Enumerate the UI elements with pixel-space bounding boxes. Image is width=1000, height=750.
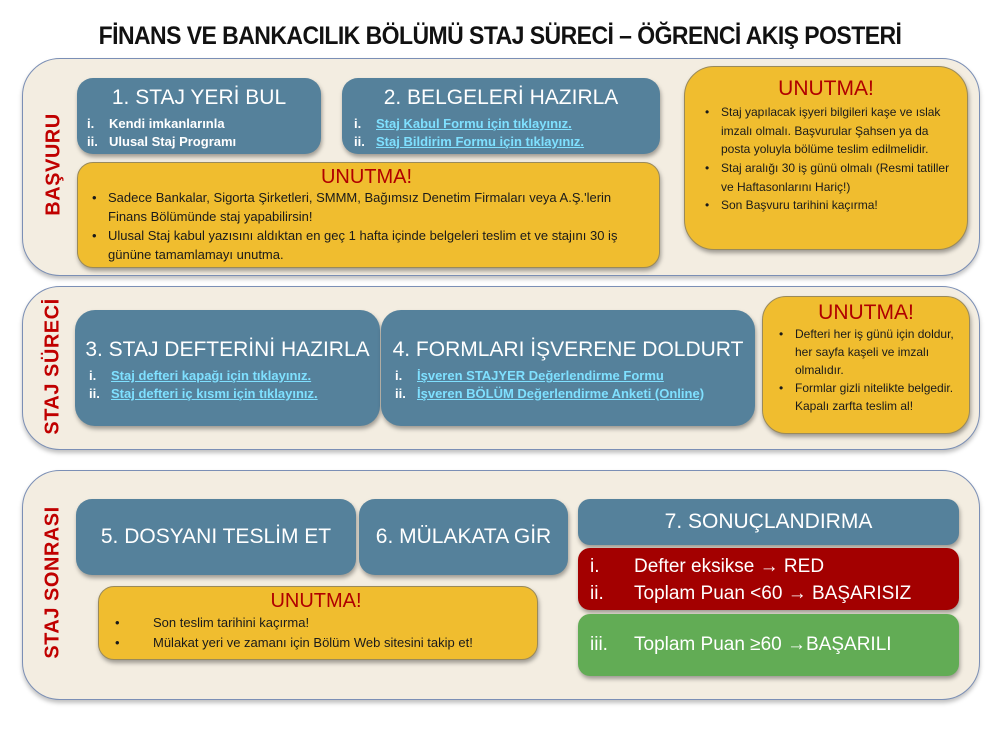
unutma-note-basvuru-bottom (77, 162, 660, 268)
unutma-note-staj-sureci (762, 296, 970, 434)
result-fail-box (578, 548, 959, 610)
unutma-title: UNUTMA! (778, 77, 874, 100)
result-fail-item: ii. Toplam Puan <60 → BAŞARISIZ (590, 582, 912, 604)
step-1-item: i. Kendi imkanlarınla (87, 116, 225, 132)
section-label-staj-sonrasi: STAJ SONRASI (41, 506, 64, 659)
unutma-title: UNUTMA! (270, 590, 362, 612)
staj-defteri-kapagi-link[interactable]: Staj defteri kapağı için tıklayınız. (111, 368, 312, 384)
step-3-box: 3. STAJ DEFTERİNİ HAZIRLA i. Staj defteri kapağı için tıklayınız. ii. Staj defteri iç kısmı için tıklayınız. (75, 310, 380, 426)
step-1-item: ii. Ulusal Staj Programı (87, 133, 237, 149)
step-7-title: 7. SONUÇLANDIRMA (664, 510, 873, 534)
step-2-box: 2. BELGELERİ HAZIRLA i. Staj Kabul Formu için tıklayınız. ii. Staj Bildirim Formu için tıklayınız. (342, 78, 660, 154)
section-label-basvuru: BAŞVURU (42, 113, 65, 216)
note-bullet: • Son Başvuru tarihini kaçırma! (699, 196, 953, 215)
step-1-box (77, 78, 321, 154)
step-2-title: 2. BELGELERİ HAZIRLA (383, 86, 619, 109)
step-4-title: 4. FORMLARI İŞVERENE DOLDURT (392, 338, 744, 361)
staj-defteri-ic-kismi-link[interactable]: Staj defteri iç kısmı için tıklayınız. (111, 385, 318, 401)
note-bullet: • Mülakat yeri ve zamanı için Bölüm Web sitesini takip et! (109, 633, 523, 653)
isveren-bolum-degerlendirme-anketi-link[interactable]: İşveren BÖLÜM Değerlendirme Anketi (Online) (417, 385, 705, 401)
unutma-note-staj-sonrasi (98, 586, 538, 660)
note-bullet: • Staj aralığı 30 iş günü olmalı (Resmi tatiller ve Haftasonlarını Hariç!) (699, 159, 953, 196)
step-7-box (578, 499, 959, 545)
isveren-stajyer-degerlendirme-formu-link[interactable]: İşveren STAJYER Değerlendirme Formu (417, 368, 664, 384)
step-6-box (359, 499, 568, 575)
unutma-note-basvuru-right (684, 66, 968, 250)
note-bullet: • Sadece Bankalar, Sigorta Şirketleri, SMMM, Bağımsız Denetim Firmaları veya A.Ş.'lerin Finans Bölümünde staj yapabilirsin! (86, 189, 647, 227)
staj-kabul-formu-link[interactable]: Staj Kabul Formu için tıklayınız. (376, 116, 572, 132)
section-label-staj-sureci: STAJ SÜRECİ (41, 298, 64, 435)
step-3-title: 3. STAJ DEFTERİNİ HAZIRLA (85, 338, 370, 361)
note-bullet: • Son teslim tarihini kaçırma! (109, 613, 523, 633)
step-6-title: 6. MÜLAKATA GİR (375, 525, 552, 549)
note-bullet: • Defteri her iş günü için doldur, her sayfa kaşeli ve imzalı olmalıdır. (773, 325, 959, 379)
note-bullet: • Staj yapılacak işyeri bilgileri kaşe ve ıslak imzalı olmalı. Başvurular Şahsen ya da posta yoluyla bölüme teslim edilmelidir. (699, 103, 953, 159)
step-1-title: 1. STAJ YERİ BUL (111, 86, 287, 109)
staj-bildirim-formu-link[interactable]: Staj Bildirim Formu için tıklayınız. (376, 133, 585, 149)
result-pass-box (578, 614, 959, 676)
result-fail-item: i. Defter eksikse → RED (590, 556, 825, 577)
step-5-box (76, 499, 356, 575)
note-bullet: • Ulusal Staj kabul yazısını aldıktan en geç 1 hafta içinde belgeleri teslim et ve stajını 30 iş gününe tamamlamayı unutma. (86, 227, 647, 265)
result-pass-item: iii. Toplam Puan ≥60 →BAŞARILI (590, 634, 892, 655)
step-4-box: 4. FORMLARI İŞVERENE DOLDURT i. İşveren STAJYER Değerlendirme Formu ii. İşveren BÖLÜM Değerlendirme Anketi (Online) (381, 310, 755, 426)
unutma-title: UNUTMA! (320, 166, 413, 188)
note-bullet: • Formlar gizli nitelikte belgedir. Kapalı zarfta teslim al! (773, 379, 959, 415)
step-5-title: 5. DOSYANI TESLİM ET (100, 525, 332, 549)
unutma-title: UNUTMA! (818, 301, 914, 324)
poster-title: FİNANS VE BANKACILIK BÖLÜMÜ STAJ SÜRECİ – ÖĞRENCİ AKIŞ POSTERİ (98, 22, 902, 50)
